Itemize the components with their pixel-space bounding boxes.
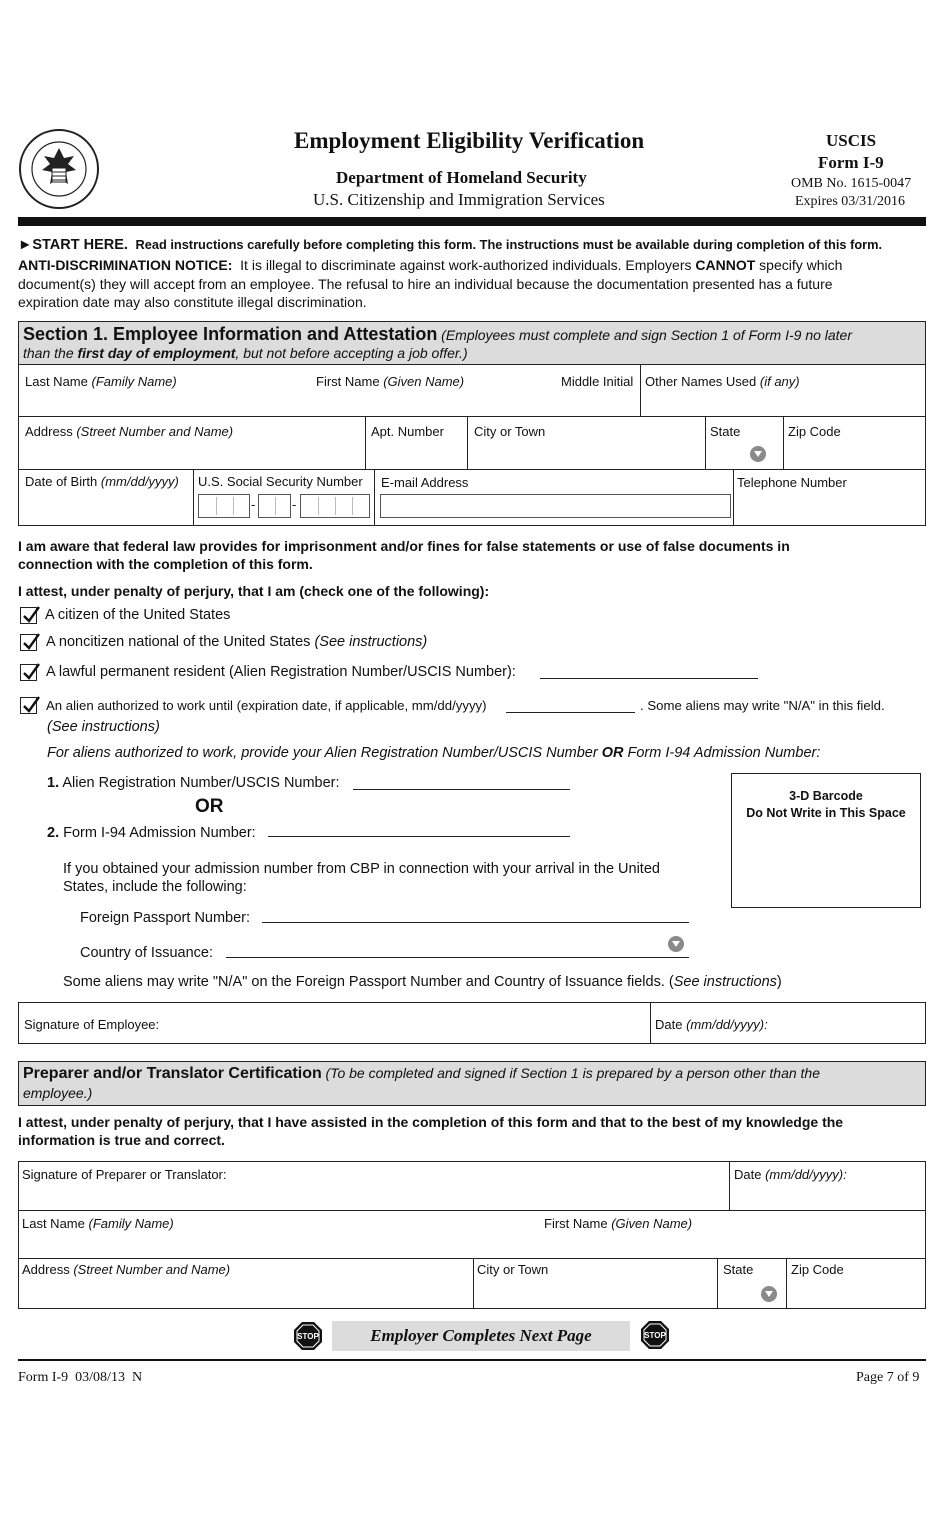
form-number: Form I-9	[818, 153, 884, 172]
anti-text-2: specify which	[759, 257, 843, 273]
attest-heading: I attest, under penalty of perjury, that I am (check one of the following):	[18, 583, 490, 599]
employee-signature-field[interactable]: Signature of Employee:	[24, 1017, 160, 1032]
ssn-label: U.S. Social Security Number	[198, 474, 363, 489]
address-field[interactable]: Address (Street Number and Name)	[25, 424, 234, 439]
dob-label: Date of Birth	[25, 474, 98, 489]
last-name-field[interactable]: Last Name (Family Name)	[25, 374, 177, 389]
citizen-checkbox[interactable]	[20, 607, 37, 624]
alien-see-instructions: (See instructions)	[47, 719, 160, 735]
permanent-resident-number-input[interactable]	[540, 678, 758, 679]
anti-lead: ANTI-DISCRIMINATION NOTICE:	[18, 257, 233, 273]
start-here-text: Read instructions carefully before completing this form. The instructions must be available during completion of this form.	[135, 237, 883, 252]
preparer-zip-field[interactable]: Zip Code	[791, 1262, 844, 1277]
preparer-header-line2: employee.)	[23, 1085, 93, 1101]
first-name-field[interactable]: First Name (Given Name)	[316, 374, 465, 389]
option-citizen: A citizen of the United States	[45, 607, 231, 623]
ssn-part2-input[interactable]	[258, 494, 291, 518]
stop-sign-label-right: STOP	[644, 1331, 666, 1340]
stop-sign-icon	[640, 1320, 670, 1350]
email-label: E-mail Address	[381, 475, 469, 490]
apt-number-field[interactable]: Apt. Number	[371, 424, 444, 439]
form-title: Employment Eligibility Verification	[294, 128, 645, 153]
aware-line-2: connection with the completion of this form.	[18, 556, 313, 572]
preparer-fields-grid	[18, 1161, 926, 1309]
city-field[interactable]: City or Town	[474, 424, 546, 439]
i94-number-input[interactable]	[268, 836, 570, 837]
country-of-issuance-select[interactable]	[226, 957, 689, 958]
alien-authorized-checkbox[interactable]	[20, 697, 37, 714]
ssn-part1-input[interactable]	[198, 494, 250, 518]
start-here-line	[18, 237, 882, 253]
i94-item: 2. Form I-94 Admission Number:	[47, 825, 256, 841]
passport-label: Foreign Passport Number:	[80, 910, 251, 926]
barcode-title: 3-D Barcode	[789, 789, 863, 803]
cbp-line-2: States, include the following:	[63, 879, 247, 895]
country-dropdown-icon[interactable]	[668, 936, 684, 952]
footer-rule	[18, 1359, 926, 1361]
department-name: Department of Homeland Security	[336, 168, 587, 187]
state-field[interactable]: State	[710, 424, 741, 439]
preparer-state-dropdown-icon[interactable]	[761, 1286, 777, 1302]
page-number: Page 7 of 9	[856, 1370, 920, 1385]
email-input[interactable]	[380, 494, 731, 518]
stop-sign-label-left: STOP	[297, 1332, 319, 1341]
zip-code-field[interactable]: Zip Code	[788, 424, 841, 439]
country-label: Country of Issuance:	[80, 945, 213, 961]
alien-tail: . Some aliens may write "N/A" in this field.	[640, 698, 885, 713]
for-aliens-line: For aliens authorized to work, provide your Alien Registration Number/USCIS Number OR Form I-94 Admission Number:	[47, 745, 821, 761]
expiration-date: Expires 03/31/2016	[795, 194, 906, 209]
form-id: Form I-9 03/08/13 N	[18, 1370, 143, 1385]
stop-sign-icon	[293, 1321, 323, 1351]
start-here-lead: ►START HERE.	[18, 237, 128, 253]
ssn-part3-input[interactable]	[300, 494, 370, 518]
state-dropdown-icon[interactable]	[750, 446, 766, 462]
na-note: Some aliens may write "N/A" on the Foreign Passport Number and Country of Issuance fields. (See instructions)	[63, 974, 782, 990]
section1-note-2b: first day of employment	[77, 345, 236, 361]
employer-next-page-banner: Employer Completes Next Page	[332, 1321, 630, 1351]
preparer-header-line1: Preparer and/or Translator Certification (To be completed and signed if Section 1 is prepared by a person other than the	[23, 1065, 820, 1082]
preparer-state-field[interactable]: State	[723, 1262, 754, 1277]
section1-note-2a: than the	[23, 345, 74, 361]
noncitizen-national-checkbox[interactable]	[20, 634, 37, 651]
dhs-seal-icon	[18, 128, 100, 210]
telephone-field[interactable]: Telephone Number	[737, 475, 847, 490]
last-name-label: Last Name	[25, 374, 88, 389]
aware-line-1: I am aware that federal law provides for imprisonment and/or fines for false statements or use of false documents in	[18, 538, 790, 554]
section1-note-1: (Employees must complete and sign Section 1 of Form I-9 no later	[441, 327, 853, 343]
preparer-first-name-field[interactable]: First Name (Given Name)	[544, 1216, 693, 1231]
alien-registration-item: 1. Alien Registration Number/USCIS Number:	[47, 775, 340, 791]
anti-discrimination-line2: document(s) they will accept from an employee. The refusal to hire an individual because the documentation presented has a future	[18, 276, 833, 292]
cbp-line-1: If you obtained your admission number from CBP in connection with your arrival in the United	[63, 861, 660, 877]
preparer-attest-1: I attest, under penalty of perjury, that I have assisted in the completion of this form and that to the best of my knowledge the	[18, 1114, 844, 1130]
preparer-last-name-field[interactable]: Last Name (Family Name)	[22, 1216, 174, 1231]
middle-initial-field[interactable]: Middle Initial	[561, 374, 634, 389]
option-noncitizen: A noncitizen national of the United States (See instructions)	[46, 634, 428, 650]
preparer-signature-field[interactable]: Signature of Preparer or Translator:	[22, 1167, 227, 1182]
first-name-label: First Name	[316, 374, 380, 389]
or-divider: OR	[195, 796, 224, 817]
barcode-note: Do Not Write in This Space	[746, 806, 906, 820]
section1-header-line1	[23, 324, 852, 345]
dob-field[interactable]: Date of Birth (mm/dd/yyyy)	[25, 474, 179, 489]
preparer-date-field[interactable]: Date (mm/dd/yyyy):	[734, 1167, 847, 1182]
option-alien: An alien authorized to work until (expiration date, if applicable, mm/dd/yyyy)	[46, 698, 487, 713]
permanent-resident-checkbox[interactable]	[20, 664, 37, 681]
ssn-dash-2: -	[292, 497, 297, 512]
other-names-label: Other Names Used	[645, 374, 757, 389]
alien-registration-input[interactable]	[353, 789, 570, 790]
section1-header-line2	[23, 345, 468, 361]
passport-number-input[interactable]	[262, 922, 689, 923]
section1-title: Section 1. Employee Information and Attestation	[23, 324, 438, 344]
omb-number: OMB No. 1615-0047	[791, 176, 912, 191]
address-label: Address	[25, 424, 73, 439]
other-names-field[interactable]: Other Names Used (if any)	[645, 374, 800, 389]
section1-note-2c: , but not before accepting a job offer.)	[235, 345, 468, 361]
agency-abbr: USCIS	[826, 131, 877, 150]
employee-date-field[interactable]: Date (mm/dd/yyyy):	[655, 1017, 768, 1032]
anti-discrimination-line1	[18, 257, 842, 273]
ssn-dash-1: -	[251, 497, 256, 512]
anti-text-1: It is illegal to discriminate against work-authorized individuals. Employers	[240, 257, 692, 273]
agency-name: U.S. Citizenship and Immigration Services	[313, 190, 605, 209]
anti-cannot: CANNOT	[695, 257, 756, 273]
option-permanent-resident: A lawful permanent resident (Alien Registration Number/USCIS Number):	[46, 664, 516, 680]
anti-discrimination-line3: expiration date may also constitute illegal discrimination.	[18, 294, 367, 310]
expiration-date-input[interactable]	[506, 712, 635, 713]
preparer-address-field[interactable]: Address (Street Number and Name)	[22, 1262, 231, 1277]
header-rule	[18, 217, 926, 226]
preparer-title: Preparer and/or Translator Certification	[23, 1065, 322, 1082]
preparer-city-field[interactable]: City or Town	[477, 1262, 549, 1277]
preparer-attest-2: information is true and correct.	[18, 1132, 225, 1148]
